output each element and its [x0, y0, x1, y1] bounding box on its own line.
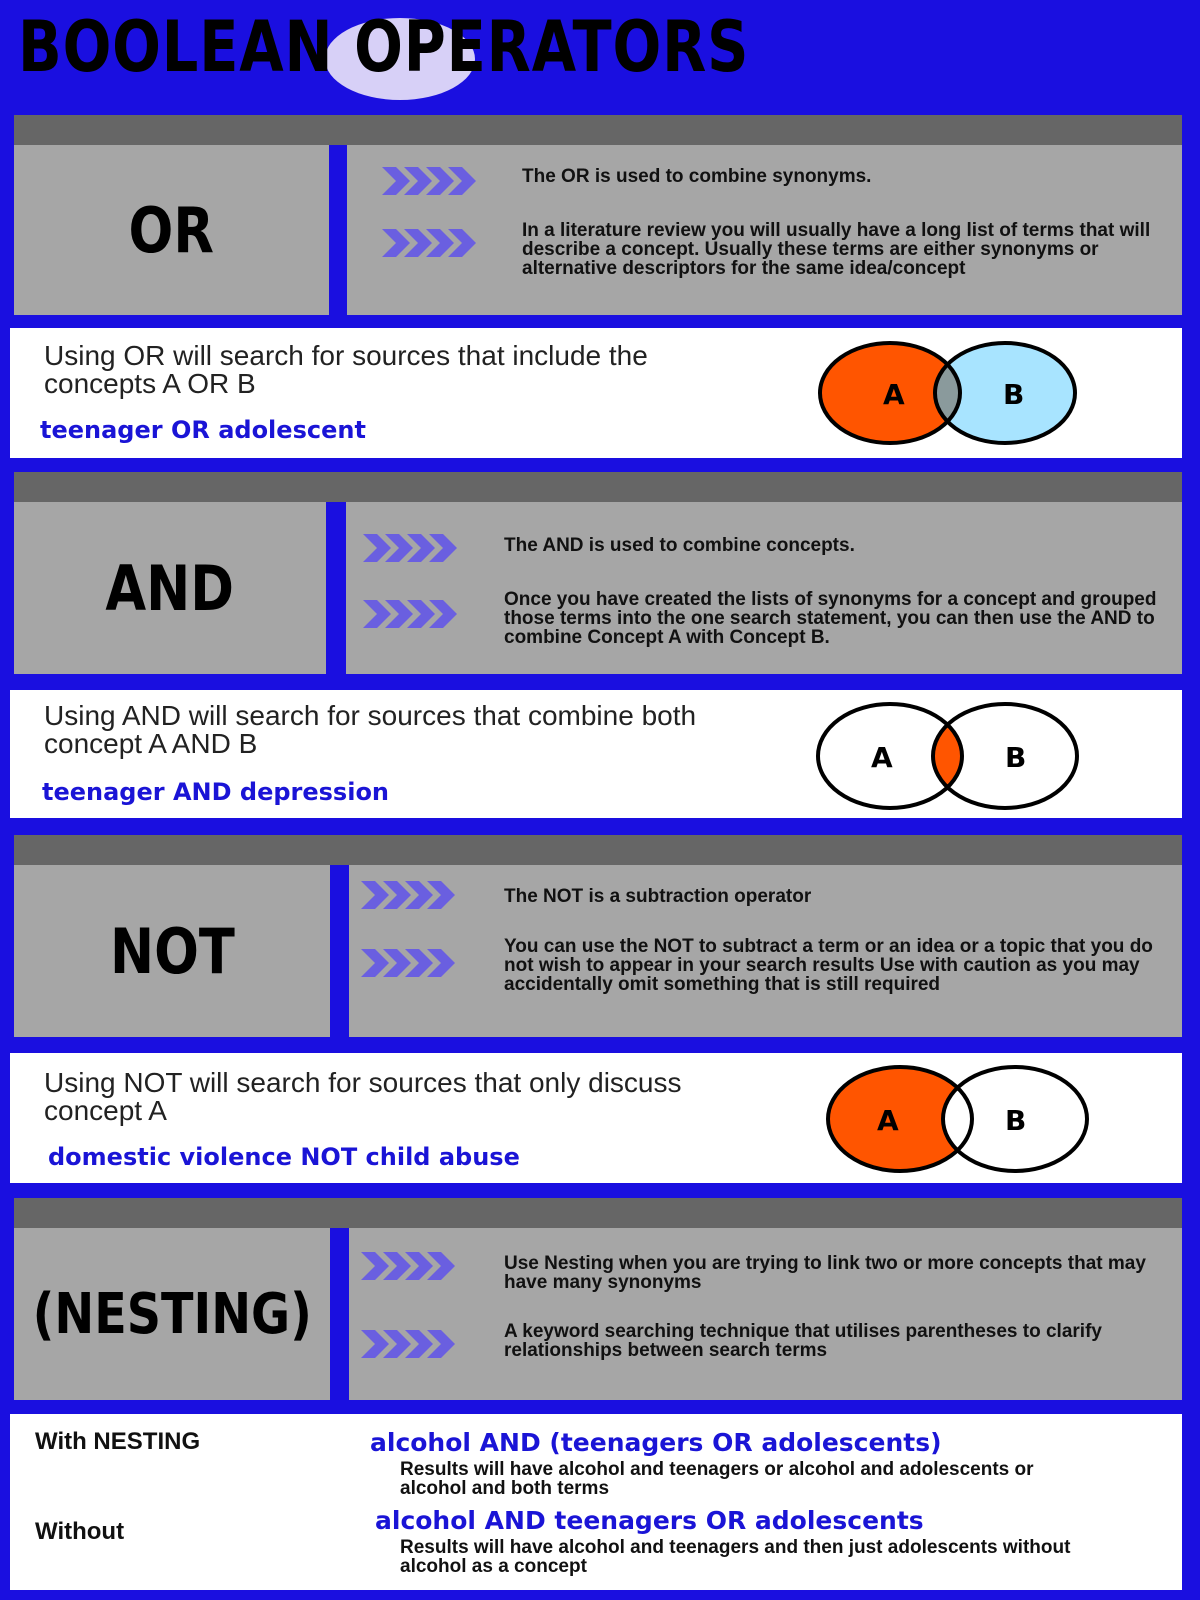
chevron-arrows-icon: [361, 1328, 471, 1360]
or-venn-diagram: [805, 338, 1095, 448]
not-example-query: domestic violence NOT child abuse: [48, 1143, 520, 1171]
or-bullet-1: The OR is used to combine synonyms.: [522, 166, 872, 187]
and-bullet-2: Once you have created the lists of synonyms for a concept and grouped those terms into the one search statement, you can then use the AND to combine Concept A with Concept B.: [504, 589, 1157, 648]
and-operator-box: [14, 502, 326, 674]
section-nesting-bar: [14, 1198, 1182, 1228]
venn-label-a: A: [871, 741, 893, 774]
chevron-arrows-icon: [363, 532, 473, 564]
nesting-example-note: Results will have alcohol and teenagers or alcohol and adolescents or alcohol and both terms: [400, 1459, 1034, 1499]
or-operator-box: [14, 145, 329, 315]
page-title: BOOLEAN OPERATORS: [18, 6, 750, 88]
or-description-box: [347, 145, 1182, 315]
and-operator-label: AND: [105, 551, 235, 625]
nesting-operator-label: (NESTING): [32, 1281, 312, 1347]
venn-label-a: A: [877, 1104, 899, 1137]
and-example-query: teenager AND depression: [42, 778, 390, 806]
nesting-bullet-1: Use Nesting when you are trying to link two or more concepts that may have many synonyms: [504, 1253, 1146, 1293]
chevron-arrows-icon: [361, 1250, 471, 1282]
venn-label-b: B: [1005, 741, 1027, 774]
nesting-example-label: With NESTING: [35, 1428, 201, 1455]
and-explanation-box: [10, 690, 1182, 818]
not-bullet-2: You can use the NOT to subtract a term or an idea or a topic that you do not wish to appear in your search results Use with caution as you may accidentally omit something that is still required: [504, 936, 1153, 995]
or-explanation-box: [10, 328, 1182, 458]
nesting-example-query: alcohol AND (teenagers OR adolescents): [370, 1428, 942, 1457]
chevron-arrows-icon: [382, 227, 492, 259]
nesting-operator-box: [14, 1228, 330, 1400]
without-example-query: alcohol AND teenagers OR adolescents: [375, 1506, 924, 1535]
venn-label-b: B: [1005, 1104, 1027, 1137]
section-and-bar: [14, 472, 1182, 502]
or-explanation: Using OR will search for sources that include the concepts A OR B: [44, 340, 648, 399]
section-not-bar: [14, 835, 1182, 865]
section-or-bar: [14, 115, 1182, 145]
venn-label-a: A: [883, 378, 905, 411]
not-operator-box: [14, 865, 330, 1037]
not-venn-diagram: [815, 1063, 1105, 1175]
venn-label-b: B: [1003, 378, 1025, 411]
or-operator-label: OR: [128, 193, 215, 267]
and-description-box: [346, 502, 1182, 674]
not-description-box: [349, 865, 1182, 1037]
and-bullet-1: The AND is used to combine concepts.: [504, 535, 855, 556]
and-venn-diagram: [805, 700, 1095, 812]
chevron-arrows-icon: [382, 165, 492, 197]
nesting-examples-box: [10, 1414, 1182, 1590]
and-explanation: Using AND will search for sources that combine both concept A AND B: [44, 700, 697, 759]
chevron-arrows-icon: [361, 879, 471, 911]
without-example-note: Results will have alcohol and teenagers and then just adolescents without alcohol as a concept: [400, 1537, 1071, 1577]
not-explanation-box: [10, 1053, 1182, 1183]
nesting-description-box: [349, 1228, 1182, 1400]
chevron-arrows-icon: [363, 598, 473, 630]
or-bullet-2: In a literature review you will usually have a long list of terms that will describe a concept. Usually these terms are either synonyms or alternative descriptors for the same idea/concept: [522, 220, 1151, 279]
chevron-arrows-icon: [361, 947, 471, 979]
nesting-bullet-2: A keyword searching technique that utilises parentheses to clarify relationships between search terms: [504, 1321, 1102, 1361]
not-explanation: Using NOT will search for sources that only discuss concept A: [44, 1067, 682, 1126]
not-operator-label: NOT: [109, 914, 235, 988]
not-bullet-1: The NOT is a subtraction operator: [504, 886, 812, 907]
without-example-label: Without: [35, 1518, 125, 1545]
or-example-query: teenager OR adolescent: [40, 416, 366, 444]
